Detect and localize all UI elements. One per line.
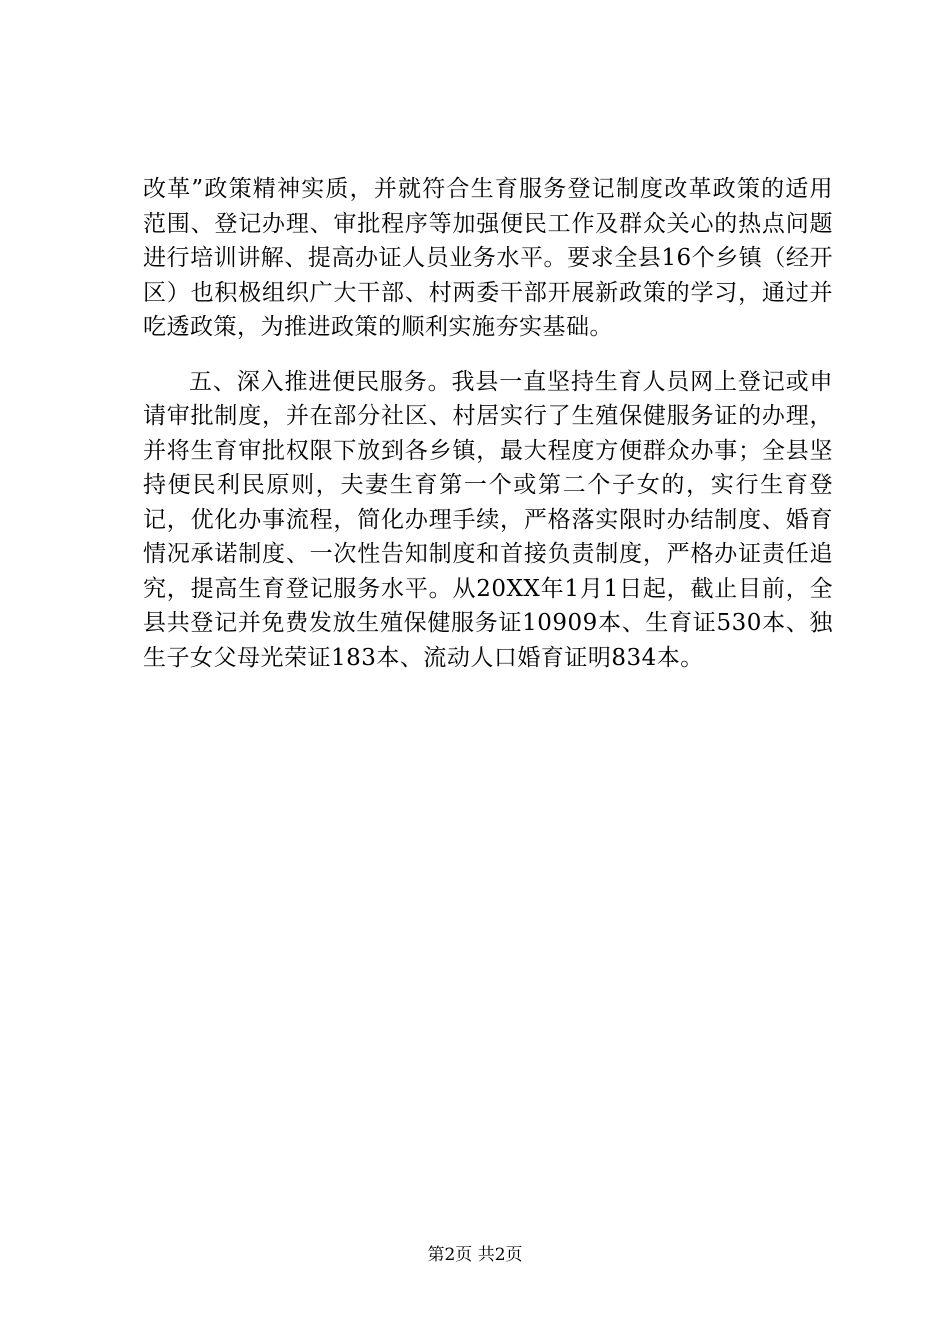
document-body [143, 172, 833, 675]
paragraph-2: 五、深入推进便民服务。我县一直坚持生育人员网上登记或申请审批制度，并在部分社区、村居实行了生殖保健服务证的办理，并将生育审批权限下放到各乡镇，最大程度方便群众办事；全县坚持便民利民原则，夫妻生育第一个或第二个子女的，实行生育登记，优化办事流程，简化办理手续，严格落实限时办结制度、婚育情况承诺制度、一次性告知制度和首接负责制度，严格办证责任追究，提高生育登记服务水平。从20XX年1月1日起，截止目前，全县共登记并免费发放生殖保健服务证10909本、生育证530本、独生子女父母光荣证183本、流动人口婚育证明834本。 [143, 368, 833, 671]
paragraph-1: 改革”政策精神实质，并就符合生育服务登记制度改革政策的适用范围、登记办理、审批程序等加强便民工作及群众关心的热点问题进行培训讲解、提高办证人员业务水平。要求全县16个乡镇（经开区）也积极组织广大干部、村两委干部开展新政策的学习，通过并吃透政策，为推进政策的顺利实施夯实基础。 [143, 176, 833, 340]
page-footer: 第2页 共2页 [427, 1245, 523, 1265]
